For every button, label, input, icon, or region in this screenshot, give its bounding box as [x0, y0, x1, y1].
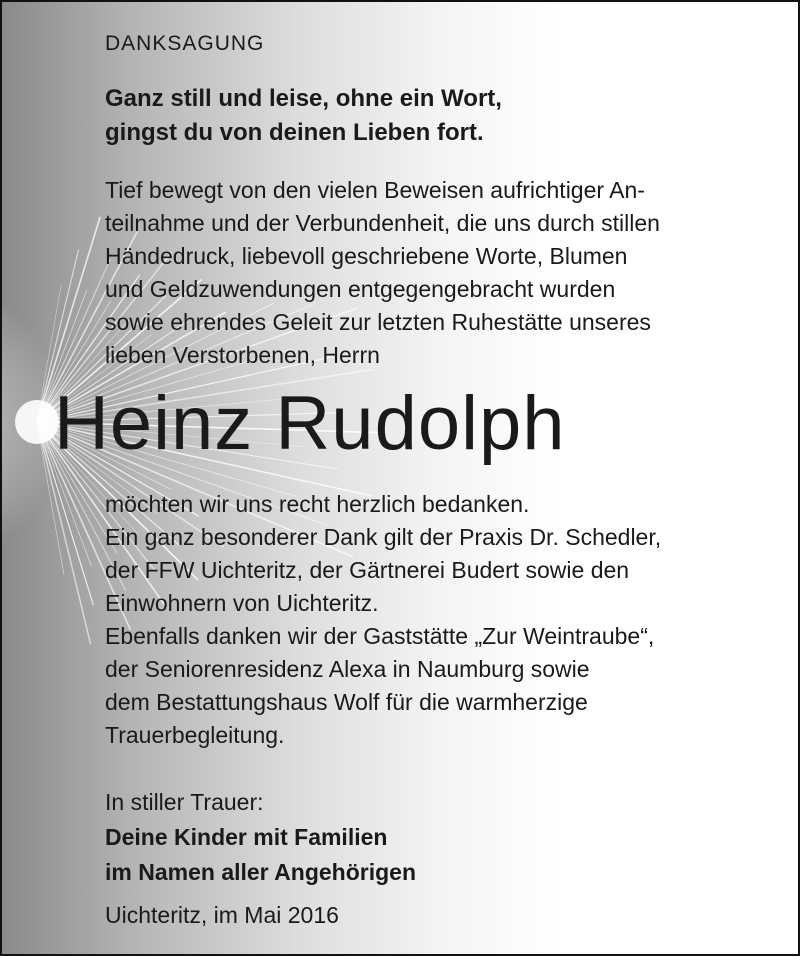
paragraph-line: Trauerbegleitung.: [105, 722, 285, 748]
mourners-block: [105, 785, 416, 890]
paragraph-line: und Geldzuwendungen entgegengebracht wurden: [105, 276, 616, 302]
notice-heading: DANKSAGUNG: [105, 32, 265, 55]
paragraph-line: Einwohnern von Uichteritz.: [105, 590, 379, 616]
paragraph-line: Ebenfalls danken wir der Gaststätte „Zur Weintraube“,: [105, 623, 655, 649]
paragraph-line: lieben Verstorbenen, Herrn: [105, 342, 380, 368]
paragraph-line: Händedruck, liebevoll geschriebene Worte, Blumen: [105, 243, 628, 269]
thanks-paragraph: [105, 174, 660, 372]
paragraph-line: Ein ganz besonderer Dank gilt der Praxis Dr. Schedler,: [105, 524, 662, 550]
mourners-line: Deine Kinder mit Familien: [105, 824, 388, 850]
deceased-name: Heinz Rudolph: [54, 381, 566, 466]
motto-line: Ganz still und leise, ohne ein Wort,: [105, 85, 502, 112]
paragraph-line: der FFW Uichteritz, der Gärtnerei Budert sowie den: [105, 557, 630, 583]
paragraph-line: der Seniorenresidenz Alexa in Naumburg sowie: [105, 656, 590, 682]
paragraph-line: teilnahme und der Verbundenheit, die uns durch stillen: [105, 210, 660, 236]
grief-intro: In stiller Trauer:: [105, 789, 264, 815]
mourners-line: im Namen aller Angehörigen: [105, 859, 416, 885]
motto-verse: [105, 82, 502, 150]
paragraph-line: möchten wir uns recht herzlich bedanken.: [105, 491, 530, 517]
motto-line: gingst du von deinen Lieben fort.: [105, 119, 484, 146]
acknowledgements-paragraph: [105, 488, 661, 752]
paragraph-line: Tief bewegt von den vielen Beweisen aufrichtiger An-: [105, 177, 645, 203]
place-date: Uichteritz, im Mai 2016: [105, 902, 339, 928]
paragraph-line: dem Bestattungshaus Wolf für die warmherzige: [105, 689, 588, 715]
paragraph-line: sowie ehrendes Geleit zur letzten Ruhestätte unseres: [105, 309, 651, 335]
